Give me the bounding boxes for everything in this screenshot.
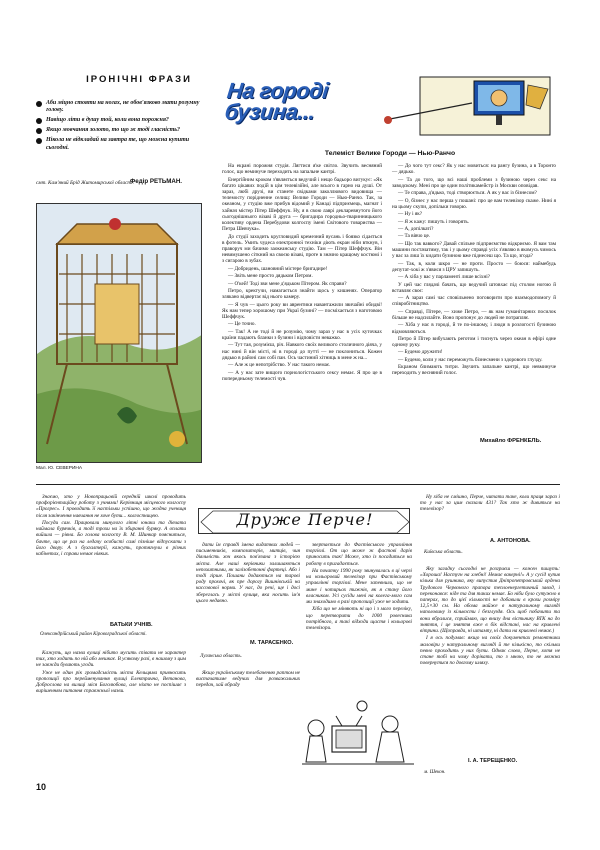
letter-signature: І. А. ТЕРЕЩЕНКО.: [468, 758, 518, 764]
letter-paragraph: Яку загадку сьогодні не розгриєш — кожен пишуть: «Хороша! Настугн на хлебні! Немає вакерні!» А у сусід купив кілька для рушника, яку випустив Дніпропетровський ордена Трудового Червоного прапора теплоенергетичний завод, і переконався: ніде та для таких немає. Бо ніби було сутужно в паперах, то до цієї кількості не добавили в крохи розміру 12,5×30 см. На обома майже в натуральному вигляді наполовину із кількости і безглуздя. Ось щоб побачити та вони вбралися, сприймаю, що внизу дна вістьнику ВТК на до зняття, і це зняття вже в бік відстані, нас на кривлені вітрини. (Щоправда, ні штампу, ні дати на кривлеві немає.): [420, 566, 560, 635]
article-paragraph: — Добридень, шановний містере бригадире!: [228, 265, 328, 272]
article-paragraph: — Я ж кажу: пишуть і говорять.: [398, 218, 470, 225]
article-paragraph: — До чого тут секс? Як у нас мовиться: на рангу бузина, а в Торонто — дядько.: [392, 163, 556, 176]
letter-signature: БАТЬКИ УЧНІВ.: [110, 622, 153, 628]
article-paragraph: — Але ж це непотрібство. У нас такого немає.: [228, 362, 331, 369]
article-paragraph: — Що так вавкого? Давай спільне підприємство відкриємо. Я вам там машини постачатиму, так і у цьому справді усіх з'являю в якомусь чимось у вас за лиш їх кидати бузиною вже піднесеш що. Та що, згода?: [392, 240, 556, 260]
article-title-line2: бузина...: [223, 99, 316, 124]
article-title: [224, 80, 378, 122]
article-paragraph: — Тут тая, розумієш, річ. Навкого своїх великого столичного діяча, у нас нині й він місті, ні в городі до путті — не поклониться. Кожен дядько в районі сам собі пан. Ось частиний хітниць в мене ж на...: [222, 342, 382, 361]
friend-paragraph: На початку 1990 року звинувалась в ці черзі на кольоровий телевізор при Фастівському управлінні торгівлі. Мене запевнили, що не мине і чотирьох тижнів, як я стану його власником. Усі сусіди мені на колега-мого сам ми знаходимо в разі пропозиції уже не ходити.: [306, 568, 412, 606]
article-paragraph: Екраном блимають титри. Звучить запальне кантрі, що невминуче переходить у весняний голос.: [392, 364, 556, 377]
letter-place: Київська область.: [424, 550, 463, 555]
tv-cartoon-drawing: [302, 696, 414, 772]
letter-paragraph: І я ось подумав: якщо на своїх документах ремонтники маловіри у натуральному вигляді й те кількісно, то скільки певно проходить у них бути. Однак слово, Перче, хотя не стане тобі на чому дорікати, то з мною, то не можна повернутися по довгому шляху.: [420, 635, 560, 667]
section-divider: [36, 484, 560, 485]
ironic-phrase: Нікола не відкладай на завтра те, що можна купити сьогодні.: [36, 137, 206, 152]
article-paragraph: Петро й Пітер вибухають реготом і тиснуть через океан в ефірі одне одному руку.: [392, 335, 556, 349]
friend-paragraph: Якщо українському телебаченню раптом не вистачатиме ведучих для розважальних передач, хай обраду: [196, 670, 300, 689]
article-paragraph: — Будемо дружити!: [398, 349, 443, 356]
letter-streets: [36, 650, 186, 696]
friend-column-2: [306, 542, 412, 632]
cartoon-drawing: [37, 204, 202, 463]
ironic-place: смт. Кам'яний Брід Житомирської області.: [36, 180, 134, 186]
friend-paragraph: дати їм справді імена видатних людей — письменників, композиторів, митців, чия діяльність хоч якось пов'язана з історією міста. Але наші керівники залишаються непохитними, як залізобетонні фортеці. Або і тоді гірше. Пошани додаються на тарові роду прохочі, як пре дорогу Вишнівській на кассовової норми. У нас, до речі, ще і досі збереглась у місті вулиця, яка носить ім'я цього недавно.: [196, 542, 300, 604]
article-paragraph: — Хіба у нас в городі, й те по-іншому, і люди в розлогості бузиною відмовляються.: [392, 322, 556, 335]
friend-place: Луганська область.: [200, 654, 242, 659]
article-paragraph: До студії заходить кругловидий кремезний вусань і боязко сідається в фотель. Умить чудеса електронної техніки діють екран ніби вткнув, і праворуч ми бачимо заокеанську студію. Там — Пітер Шеффчук. Він невимушено сіткний на своєю візаві, проте в значно кращому костюмі і з сигарою в зубах.: [222, 233, 382, 265]
letter-tv-intro: [420, 494, 560, 514]
article-paragraph: — О'кей! Тоді зви мене д'ядьком Пітером. Як справи?: [228, 280, 347, 287]
letter-paragraph: Кажуть, що назва вулиці нібито мусить співати не характер тих, хто ходить по ній або мешкає. В усякому разі, в нашому з цим не завжди бувають угоди.: [36, 650, 186, 669]
letter-paragraph: Уже не один рік громадськість міста Кельцяма привносить пропозиції про перейменування вулиці Електрична, Ветанова, Доброслова на вилиці міся Боголюбова, але ніхто не поспішає з вирішенням питання справжньої назви.: [36, 669, 186, 695]
article-paragraph: — Ну і як?: [398, 211, 423, 218]
article-paragraph: — Будемо, коли у нас переможуть бізнесмени з здорового глузду.: [398, 356, 543, 363]
article-paragraph: — А у нас зате вищого порнологістського сексу немає. Я про це в попередньому телемості чув.: [222, 369, 382, 382]
ironic-phrase: Якщо мовчання золото, то що ж тоді гласність?: [36, 127, 206, 134]
article-paragraph: — Справді, Пітере, — хиже Петро, — як нам гуманітарних посилок більше не надсилайте. Воно пропонує до людей не потрапляє.: [392, 308, 556, 321]
letter-signature: А. АНТОНОВА.: [490, 538, 531, 544]
friend-paragraph: Хіба що не міняють ні що і з мого переліку, що перетворити до 1000 ровесника потрібного, а такі відходи щастя і кольорові телевізори.: [306, 606, 412, 632]
article-paragraph: — А зараз самі час сповільнено поговорити про взаємодопомогу й співробітництво.: [392, 295, 556, 308]
article-paragraph: — А, допілкаті?: [398, 225, 434, 232]
friend-column-3: [196, 670, 300, 690]
page-number: 10: [36, 782, 47, 792]
article-paragraph: — Та до того, що всі наші проблеми з бузиною через секс на заводскому. Мені про це один політикамейстр із Москви оповідав.: [392, 176, 556, 189]
article-paragraph: — Та вівчо це.: [398, 233, 431, 240]
article-author: Михайло ФРЕНКЕЛЬ.: [480, 438, 542, 444]
article-paragraph: — Звіть мене просто дядьком Петром.: [228, 273, 313, 280]
ironic-author: Федір РЕТЬМАН.: [130, 178, 183, 185]
article-paragraph: — Так, в, коли шкро — не проти. Просто — боюся: наймебудь депутат-хокі ж з'явися з ЦРУ запишуть.: [392, 260, 556, 273]
ironic-phrases-list: [36, 100, 206, 154]
article-paragraph: У цей час глядачі бачать, що ведучий штовхає під столом ногою й вставляє своє:: [392, 281, 556, 294]
article-paragraph: — Я чув — цього року ви аврентики навантажили звичайні обидві! Як нам тепер хорошому при Украї бузині? — посміхається з наготовою Шеффчук.: [222, 301, 382, 320]
letter-place: Олександрійський район Кіровоградської області.: [40, 632, 147, 637]
cartoon-illustration-gate: [36, 203, 202, 463]
cartoon-illustration-tv: [302, 696, 414, 772]
article-paragraph: — Це точно.: [228, 321, 256, 328]
article-title-line1: На городі: [225, 78, 330, 103]
friend-paragraph: звертається до Фастівського управління торгівлі. От що може ж фастові дарів приносить так! Може, хто із посадиться на роботу в пригадається.: [306, 542, 412, 567]
letter-paragraph: Посуди сам. Працювали минулого літні юнаки та дівчата наймала бурячків, а тоді трохи на їх збиранні буряку. А оплати вийшла — рівна. Бо голова колгоспу В. М. Шинкар поясниться, бачте, що це раз на ледачу особисті самі пізніше відпускати з його двору. А з бухгалтерії, кажуть, протягнули в різних кабінетах, і справи немає ніяких.: [36, 520, 186, 558]
article-column-2: [392, 163, 556, 378]
ironic-phrases-title: ІРОНІЧНІ ФРАЗИ: [86, 74, 192, 85]
letter-paragraph: Ну хіба не смішно, Перче, читати таке, коли праця зараз і то у нас за цим сказали 431? Так хто ж дивиться на телевізор?: [420, 494, 560, 513]
letter-place: м. Шекон.: [424, 770, 446, 775]
article-column-1: [222, 163, 382, 383]
article-paragraph: Петро, кректучи, намагається знайти щось у кишенях. Оператор злякано відвертає від нього камеру.: [222, 287, 382, 301]
cartoon-credit: Мал. Ю. СЕВЕРИНА: [36, 466, 83, 471]
friend-banner-title: Друже Перче!: [236, 510, 374, 529]
letter-school: [36, 494, 186, 558]
letter-napkins: [420, 566, 560, 668]
article-paragraph: — Те справа, д'ядько, тоді створюється. А як у вас із бізнесом?: [398, 190, 537, 197]
article-paragraph: Енергійним кроком з'являється ведучий і нещо бадьоро вигукує: «Як багато цікавих подій в цім телевізійні, але всього в гарно на душі. От зараз, любі друзі, ви станете свідками заколлювого видовища — телемосту порідненне селищ: Велике Городи — Нью-Ранчо. Так, за океаном, у студію вже прибув відомий у Канаді підприємець, магнат і хайнач містер Пітер Шеффчук. Ну, я в свою лаврі декларевнутого його сьогоднішнього візаві й друга — бригадира городньо-тваринницького колективу ордена Перебудови колгоспу імені Світового товариства — Петра Шевчука».: [222, 176, 382, 233]
article-paragraph: — О, бізнес у нас перша у пошані: про це вам телевізор скаже. Нині я на цьому скупи, допільки говорю.: [392, 197, 556, 210]
ironic-phrase: Аби міцно стояти на ногах, не обов'язково мати розумну голову.: [36, 100, 206, 115]
ironic-phrase: Навіщо літи в душу той, коли вона порожня?: [36, 117, 206, 124]
friend-signature: М. ТАРАСЕНКО.: [250, 640, 294, 646]
article-paragraph: — Так! А не тоді й не розумію, чому зараз у нас в усіх куточках країни падають бланки з бузини і відповісти неважко.: [222, 328, 382, 341]
friend-column-1: [196, 542, 300, 605]
article-paragraph: — А хіба у вас у парламенті лише всіхні?: [398, 274, 490, 281]
article-subhead: Телеміст Велике Городи — Нью-Ранчо: [324, 150, 456, 157]
letter-paragraph: Знаємо, хто у Новопрацьовій середній школі проводить профорієнтаційну роботу з учнями! Керівниця місцевого колгоспу «Прогрес». І проводить її настільки успішно, що жодна учениця після закінчення навчання не хоче бути... колгоспницею.: [36, 494, 186, 519]
article-paragraph: На екрані порожня студія. Лягтися я'ке світло. Звучить весняний голос, що неминуче переходить на запальне кантрі.: [222, 163, 382, 176]
